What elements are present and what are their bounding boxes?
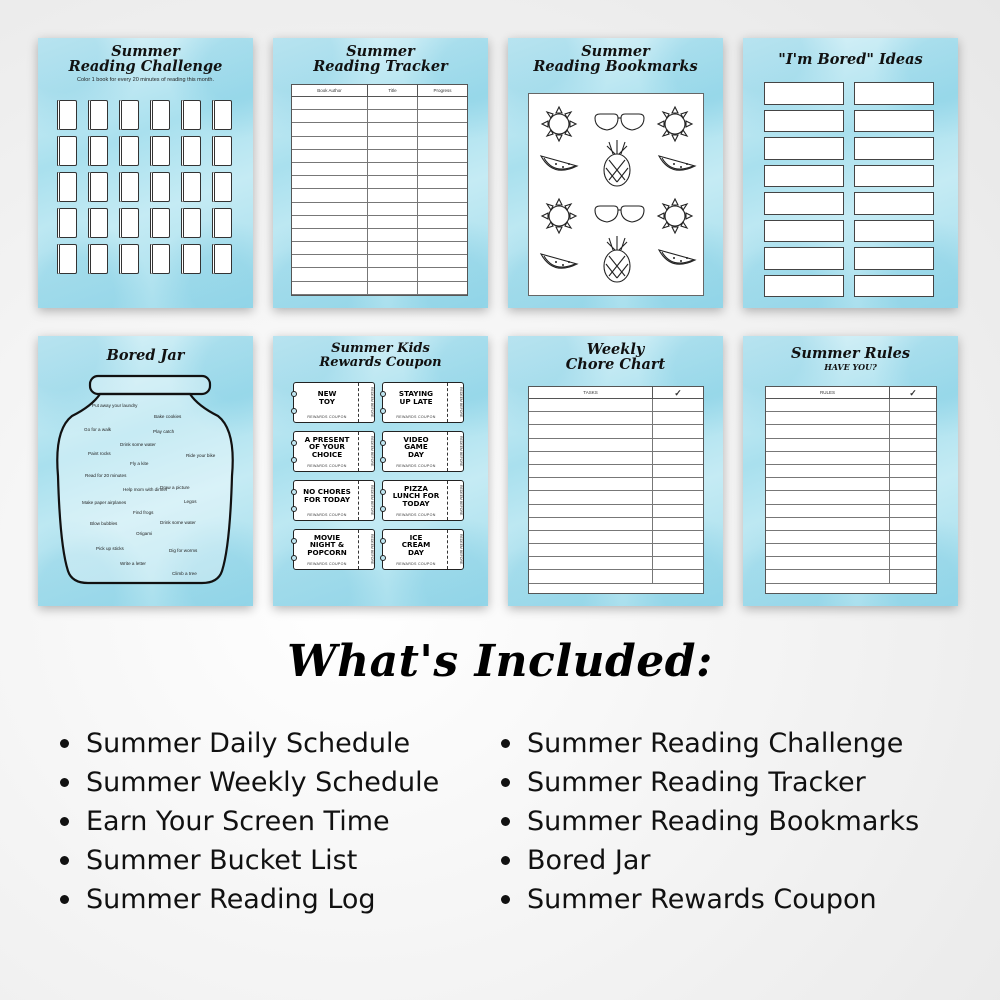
card-title: Summer Rules xyxy=(790,345,911,362)
coupon-footer: REWARDS COUPON xyxy=(307,415,347,419)
jar-idea: Write a letter xyxy=(120,561,146,566)
bored-jar-card xyxy=(38,336,253,606)
coupon-footer: REWARDS COUPON xyxy=(307,513,347,517)
table-row xyxy=(766,531,936,544)
coupon-footer: REWARDS COUPON xyxy=(396,513,436,517)
coupon-notch xyxy=(380,506,386,512)
table-row xyxy=(529,570,703,583)
rules-table xyxy=(765,386,937,594)
table-row xyxy=(766,452,936,465)
card-title: "I'm Bored" Ideas xyxy=(778,51,923,68)
idea-box xyxy=(764,220,844,243)
coupon-notch xyxy=(380,391,386,397)
coupon-stub: REDEEM BEFORE xyxy=(447,383,463,422)
list-item xyxy=(499,880,919,919)
coupon-notch xyxy=(380,555,386,561)
included-list-left xyxy=(58,724,439,919)
idea-box xyxy=(854,82,934,105)
table-row xyxy=(292,229,467,242)
pineapple-icon xyxy=(604,236,630,282)
table-header xyxy=(766,387,936,399)
table-row xyxy=(766,399,936,412)
bullet-icon xyxy=(60,778,69,787)
jar-idea: Pick up sticks xyxy=(96,546,124,551)
table-row xyxy=(292,137,467,150)
coupon-notch xyxy=(380,489,386,495)
coupon-notch xyxy=(380,457,386,463)
table-row xyxy=(292,282,467,295)
list-item-label: Bored Jar xyxy=(527,845,651,876)
list-item xyxy=(58,763,439,802)
table-row xyxy=(292,189,467,202)
coupon-notch xyxy=(380,440,386,446)
table-row xyxy=(766,439,936,452)
jar-idea: Blow bubbles xyxy=(90,521,118,526)
table-row xyxy=(529,531,703,544)
book-icon xyxy=(150,100,170,130)
coupon-notch xyxy=(291,489,297,495)
list-item xyxy=(499,841,919,880)
table-row xyxy=(292,97,467,110)
list-item-label: Earn Your Screen Time xyxy=(86,806,390,837)
list-item xyxy=(499,724,919,763)
list-item-label: Summer Reading Challenge xyxy=(527,728,904,759)
chore-chart-card xyxy=(508,336,723,606)
table-row xyxy=(292,176,467,189)
jar-idea: Drink some water xyxy=(160,520,196,525)
idea-box xyxy=(854,137,934,160)
coupon-text: NO CHORES FOR TODAY xyxy=(303,487,351,504)
book-icon xyxy=(57,172,77,202)
whats-included-heading: What's Included: xyxy=(287,636,713,687)
card-title: Summer Reading Bookmarks xyxy=(533,43,698,75)
tracker-table xyxy=(291,84,468,296)
list-item xyxy=(499,802,919,841)
ideas-boxes xyxy=(764,82,934,297)
idea-box xyxy=(764,275,844,298)
coupon-notch xyxy=(380,408,386,414)
table-row xyxy=(766,518,936,531)
book-icon xyxy=(119,136,139,166)
list-item-label: Summer Weekly Schedule xyxy=(86,767,440,798)
idea-box xyxy=(854,220,934,243)
column-header: TASKS xyxy=(529,387,653,398)
table-row xyxy=(292,255,467,268)
book-icon xyxy=(181,172,201,202)
table-row xyxy=(766,412,936,425)
card-subtitle: HAVE YOU? xyxy=(824,362,877,372)
coupon-text: PIZZA LUNCH FOR TODAY xyxy=(392,483,440,508)
list-item-label: Summer Reading Bookmarks xyxy=(527,806,920,837)
coupon-stub: REDEEM BEFORE xyxy=(447,481,463,520)
bored-ideas-card xyxy=(743,38,958,308)
list-item-label: Summer Reading Log xyxy=(86,884,376,915)
jar-idea: Climb a tree xyxy=(172,571,197,576)
book-icon xyxy=(212,208,232,238)
column-header: Title xyxy=(368,85,418,96)
watermelon-icon xyxy=(659,250,695,264)
book-icon xyxy=(181,100,201,130)
book-icon xyxy=(57,136,77,166)
jar-idea: Go for a walk xyxy=(84,427,112,432)
jar-idea: Put away your laundry xyxy=(92,403,138,408)
bullet-icon xyxy=(60,817,69,826)
list-item-label: Summer Daily Schedule xyxy=(86,728,411,759)
card-subtitle: Color 1 book for every 20 minutes of reading this month. xyxy=(77,77,214,83)
table-row xyxy=(529,478,703,491)
bullet-icon xyxy=(501,817,510,826)
bullet-icon xyxy=(501,895,510,904)
card-title: Bored Jar xyxy=(106,347,185,364)
card-title: Summer Kids Rewards Coupon xyxy=(319,341,442,370)
jar-idea: Read for 20 minutes xyxy=(85,473,127,478)
list-item xyxy=(58,802,439,841)
table-row xyxy=(529,544,703,557)
table-row xyxy=(766,505,936,518)
table-row xyxy=(292,123,467,136)
book-icon xyxy=(181,136,201,166)
coupon-notch xyxy=(291,440,297,446)
card-title: Summer Reading Tracker xyxy=(313,43,448,75)
table-row xyxy=(529,452,703,465)
table-row xyxy=(529,491,703,504)
coupon-notch xyxy=(380,538,386,544)
list-item-label: Summer Bucket List xyxy=(86,845,358,876)
book-icon xyxy=(150,136,170,166)
book-icon xyxy=(57,244,77,274)
table-row xyxy=(529,399,703,412)
jar-idea: Ride your bike xyxy=(186,453,216,458)
list-item xyxy=(58,724,439,763)
bullet-icon xyxy=(501,739,510,748)
idea-box xyxy=(764,110,844,133)
coupon-notch xyxy=(291,457,297,463)
coupon-text: A PRESENT OF YOUR CHOICE xyxy=(304,434,350,459)
coupon-stub: REDEEM BEFORE xyxy=(358,481,374,520)
coupon-stub: REDEEM BEFORE xyxy=(447,530,463,569)
book-icon xyxy=(88,208,108,238)
table-row xyxy=(529,425,703,438)
table-header xyxy=(529,387,703,399)
watermelon-icon xyxy=(659,156,695,170)
table-row xyxy=(529,439,703,452)
book-icon xyxy=(57,100,77,130)
book-icon xyxy=(119,100,139,130)
watermelon-icon xyxy=(541,156,577,170)
jar-idea: Play catch xyxy=(153,429,175,434)
check-icon: ✓ xyxy=(674,388,682,398)
jar-idea: Paint rocks xyxy=(88,451,111,456)
bookmark-sheet xyxy=(528,93,704,296)
sun-icon xyxy=(542,107,576,141)
pineapple-icon xyxy=(604,140,630,186)
list-item xyxy=(58,880,439,919)
table-row xyxy=(292,163,467,176)
table-row xyxy=(529,518,703,531)
coupon-stub: REDEEM BEFORE xyxy=(447,432,463,471)
idea-box xyxy=(764,165,844,188)
list-item xyxy=(499,763,919,802)
reading-tracker-card xyxy=(273,38,488,308)
bookmarks-card xyxy=(508,38,723,308)
table-row xyxy=(766,478,936,491)
jar-idea: Drink some water xyxy=(120,442,156,447)
reward-coupon xyxy=(293,480,375,521)
reward-coupon xyxy=(382,529,464,570)
included-list-right xyxy=(499,724,919,919)
bookmark-illustrations xyxy=(529,94,705,297)
table-row xyxy=(529,505,703,518)
table-row xyxy=(292,268,467,281)
list-item xyxy=(58,841,439,880)
book-icon xyxy=(181,208,201,238)
coupon-notch xyxy=(291,506,297,512)
coupon-text: STAYING UP LATE xyxy=(398,389,434,406)
reward-coupon xyxy=(382,480,464,521)
idea-box xyxy=(764,137,844,160)
coupon-notch xyxy=(291,391,297,397)
bullet-icon xyxy=(501,778,510,787)
book-icon xyxy=(150,172,170,202)
book-icon xyxy=(119,244,139,274)
table-row xyxy=(292,203,467,216)
book-icon xyxy=(57,208,77,238)
column-header: Progress xyxy=(433,88,452,93)
coupon-footer: REWARDS COUPON xyxy=(396,415,436,419)
table-row xyxy=(292,242,467,255)
table-row xyxy=(766,465,936,478)
idea-box xyxy=(764,247,844,270)
reading-challenge-card xyxy=(38,38,253,308)
jar-idea: Find frogs xyxy=(133,510,154,515)
coupon-notch xyxy=(291,555,297,561)
idea-box xyxy=(854,247,934,270)
jar-idea: Make paper airplanes xyxy=(82,500,127,505)
table-header xyxy=(292,85,467,97)
column-header: RULES xyxy=(766,387,890,398)
sun-icon xyxy=(658,199,692,233)
coupon-text: VIDEO GAME DAY xyxy=(403,434,429,459)
idea-box xyxy=(854,192,934,215)
idea-box xyxy=(854,165,934,188)
sun-icon xyxy=(658,107,692,141)
book-grid xyxy=(57,100,232,274)
table-row xyxy=(766,491,936,504)
table-row xyxy=(766,570,936,583)
book-icon xyxy=(150,244,170,274)
table-row xyxy=(529,557,703,570)
card-title: Weekly Chore Chart xyxy=(565,341,666,373)
book-icon xyxy=(181,244,201,274)
coupon-notch xyxy=(291,408,297,414)
book-icon xyxy=(150,208,170,238)
idea-box xyxy=(764,82,844,105)
list-item-label: Summer Rewards Coupon xyxy=(527,884,877,915)
jar-idea: Bake cookies xyxy=(154,414,182,419)
book-icon xyxy=(212,244,232,274)
table-row xyxy=(766,557,936,570)
jar-idea: Draw a picture xyxy=(160,485,190,490)
table-row xyxy=(529,412,703,425)
book-icon xyxy=(88,244,108,274)
table-row xyxy=(292,110,467,123)
coupon-footer: REWARDS COUPON xyxy=(396,464,436,468)
sunglasses-icon xyxy=(595,114,644,130)
sun-icon xyxy=(542,199,576,233)
book-icon xyxy=(88,100,108,130)
book-icon xyxy=(212,136,232,166)
coupon-text: NEW TOY xyxy=(317,389,337,406)
coupon-notch xyxy=(291,538,297,544)
coupon-text: MOVIE NIGHT & POPCORN xyxy=(307,532,347,557)
coupon-footer: REWARDS COUPON xyxy=(396,562,436,566)
book-icon xyxy=(119,172,139,202)
coupon-footer: REWARDS COUPON xyxy=(307,464,347,468)
reward-coupon xyxy=(293,529,375,570)
reward-coupon xyxy=(293,382,375,423)
jar-idea: Origami xyxy=(136,531,153,536)
coupon-stub: REDEEM BEFORE xyxy=(358,383,374,422)
jar-idea: Help mom with dinner xyxy=(123,487,168,492)
coupon-stub: REDEEM BEFORE xyxy=(358,530,374,569)
reward-coupon xyxy=(293,431,375,472)
summer-rules-card xyxy=(743,336,958,606)
card-title: Summer Reading Challenge xyxy=(68,43,223,75)
book-icon xyxy=(119,208,139,238)
column-header: Book Author xyxy=(292,85,368,96)
table-row xyxy=(766,544,936,557)
book-icon xyxy=(88,172,108,202)
book-icon xyxy=(88,136,108,166)
bullet-icon xyxy=(60,739,69,748)
table-row xyxy=(292,216,467,229)
rewards-coupon-card xyxy=(273,336,488,606)
check-icon: ✓ xyxy=(909,388,917,398)
sunglasses-icon xyxy=(595,206,644,222)
idea-box xyxy=(854,110,934,133)
bullet-icon xyxy=(501,856,510,865)
idea-box xyxy=(854,275,934,298)
chore-table xyxy=(528,386,704,594)
book-icon xyxy=(212,172,232,202)
idea-box xyxy=(764,192,844,215)
table-row xyxy=(766,425,936,438)
jar-idea: Fly a kite xyxy=(130,461,149,466)
reward-coupon xyxy=(382,431,464,472)
table-row xyxy=(529,465,703,478)
reward-coupon xyxy=(382,382,464,423)
bullet-icon xyxy=(60,895,69,904)
list-item-label: Summer Reading Tracker xyxy=(527,767,866,798)
book-icon xyxy=(212,100,232,130)
jar-idea: Dig for worms xyxy=(169,548,198,553)
table-row xyxy=(292,150,467,163)
coupon-grid xyxy=(293,382,464,570)
coupon-text: ICE CREAM DAY xyxy=(401,532,431,557)
coupon-footer: REWARDS COUPON xyxy=(307,562,347,566)
bullet-icon xyxy=(60,856,69,865)
jar-idea: Legos xyxy=(184,499,197,504)
coupon-stub: REDEEM BEFORE xyxy=(358,432,374,471)
watermelon-icon xyxy=(541,254,577,268)
